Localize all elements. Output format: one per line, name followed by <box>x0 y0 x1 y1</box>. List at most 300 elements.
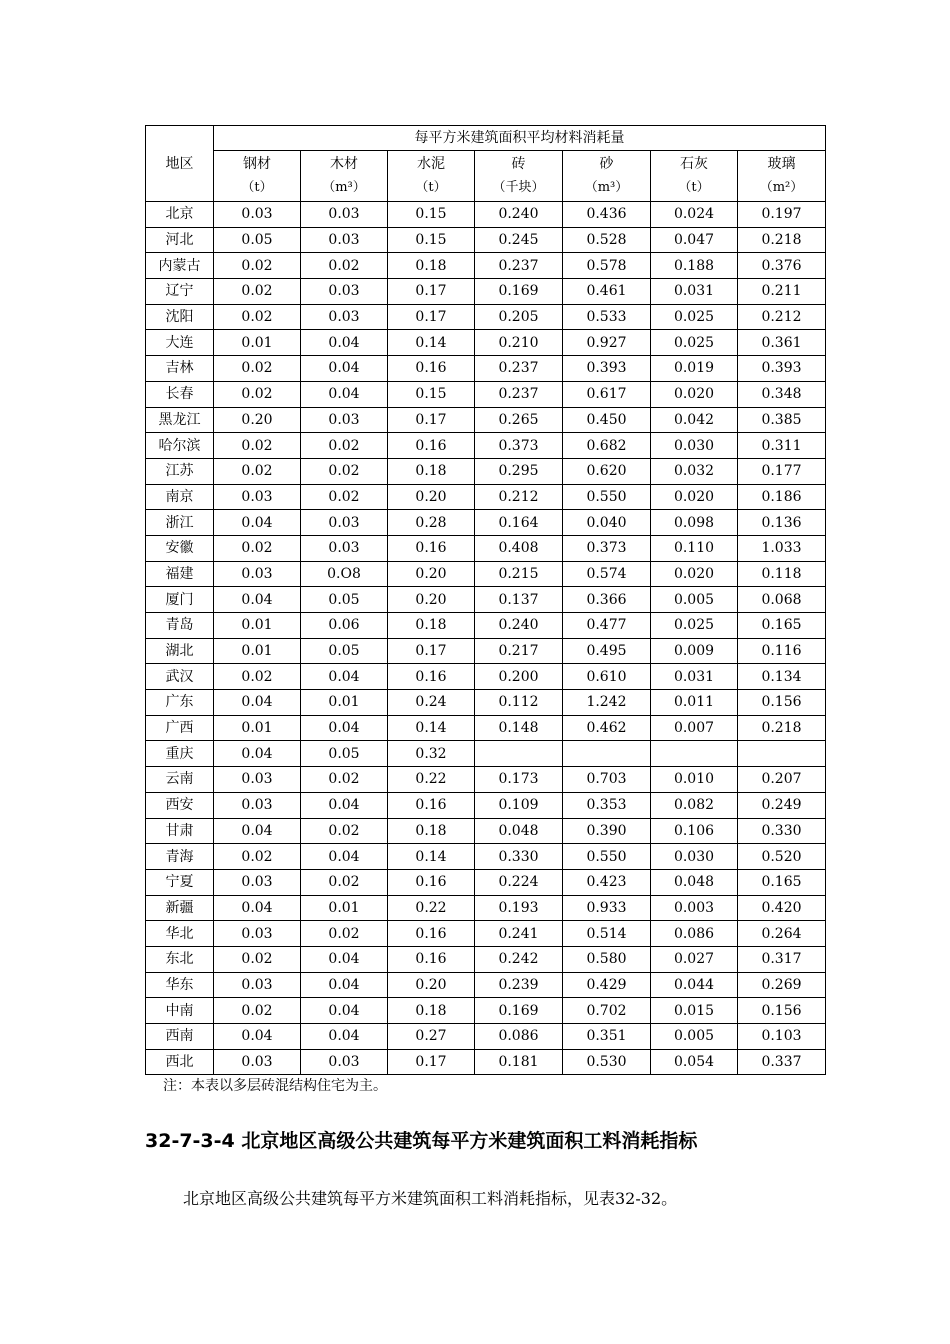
value-cell: 0.17 <box>388 638 475 664</box>
value-cell: 0.15 <box>388 227 475 253</box>
value-cell: 0.15 <box>388 202 475 228</box>
value-cell: 0.106 <box>651 818 738 844</box>
value-cell: 0.03 <box>214 921 301 947</box>
value-cell: 0.164 <box>475 510 563 536</box>
value-cell: 0.200 <box>475 664 563 690</box>
value-cell <box>651 741 738 767</box>
value-cell: 0.186 <box>738 484 826 510</box>
value-cell: 0.20 <box>388 484 475 510</box>
value-cell: 0.530 <box>563 1049 651 1075</box>
value-cell: 0.610 <box>563 664 651 690</box>
table-row <box>146 330 826 356</box>
value-cell: 0.01 <box>214 613 301 639</box>
column-header <box>738 151 826 202</box>
value-cell: 0.18 <box>388 253 475 279</box>
value-cell: 0.04 <box>301 715 388 741</box>
value-cell: 0.295 <box>475 458 563 484</box>
value-cell: 0.376 <box>738 253 826 279</box>
value-cell: 0.933 <box>563 895 651 921</box>
column-name: 水泥 <box>417 156 445 172</box>
value-cell: 0.211 <box>738 279 826 305</box>
value-cell: 0.007 <box>651 715 738 741</box>
value-cell: 0.02 <box>214 433 301 459</box>
value-cell: 0.169 <box>475 998 563 1024</box>
value-cell: 0.009 <box>651 638 738 664</box>
value-cell: 0.03 <box>214 202 301 228</box>
value-cell: 0.205 <box>475 304 563 330</box>
value-cell: 0.269 <box>738 972 826 998</box>
value-cell: 0.02 <box>301 869 388 895</box>
value-cell: 0.165 <box>738 613 826 639</box>
value-cell: 0.030 <box>651 844 738 870</box>
value-cell: 0.16 <box>388 921 475 947</box>
value-cell: 0.02 <box>301 484 388 510</box>
value-cell: 0.086 <box>475 1024 563 1050</box>
value-cell: 0.027 <box>651 946 738 972</box>
value-cell: 0.03 <box>301 304 388 330</box>
value-cell: 0.16 <box>388 792 475 818</box>
value-cell: 0.528 <box>563 227 651 253</box>
value-cell: 0.18 <box>388 613 475 639</box>
value-cell: 0.048 <box>475 818 563 844</box>
value-cell: 0.010 <box>651 767 738 793</box>
section-heading: 32-7-3-4 北京地区高级公共建筑每平方米建筑面积工料消耗指标 <box>145 1130 698 1152</box>
region-cell: 青海 <box>146 844 214 870</box>
value-cell: 0.477 <box>563 613 651 639</box>
value-cell: 0.420 <box>738 895 826 921</box>
value-cell: 0.16 <box>388 433 475 459</box>
value-cell: 0.436 <box>563 202 651 228</box>
region-cell: 江苏 <box>146 458 214 484</box>
value-cell: 0.005 <box>651 587 738 613</box>
value-cell: 0.18 <box>388 998 475 1024</box>
value-cell: 0.116 <box>738 638 826 664</box>
column-header <box>301 151 388 202</box>
value-cell: 0.14 <box>388 715 475 741</box>
value-cell: 0.04 <box>214 690 301 716</box>
value-cell: 0.22 <box>388 895 475 921</box>
value-cell: 0.03 <box>301 535 388 561</box>
value-cell: 0.05 <box>214 227 301 253</box>
value-cell: 0.218 <box>738 715 826 741</box>
value-cell: 0.15 <box>388 381 475 407</box>
table-row <box>146 638 826 664</box>
value-cell: 0.04 <box>301 972 388 998</box>
value-cell: 0.682 <box>563 433 651 459</box>
region-cell: 武汉 <box>146 664 214 690</box>
value-cell: 0.019 <box>651 356 738 382</box>
value-cell: 0.702 <box>563 998 651 1024</box>
value-cell: 0.550 <box>563 844 651 870</box>
value-cell: 0.04 <box>214 741 301 767</box>
value-cell: 0.218 <box>738 227 826 253</box>
value-cell: 0.237 <box>475 356 563 382</box>
value-cell: 0.01 <box>214 715 301 741</box>
value-cell: 0.03 <box>301 510 388 536</box>
value-cell: 0.136 <box>738 510 826 536</box>
value-cell: 0.169 <box>475 279 563 305</box>
value-cell: 0.03 <box>214 767 301 793</box>
value-cell: 0.17 <box>388 304 475 330</box>
value-cell: 0.366 <box>563 587 651 613</box>
region-cell: 黑龙江 <box>146 407 214 433</box>
value-cell: 0.181 <box>475 1049 563 1075</box>
region-cell: 广西 <box>146 715 214 741</box>
table-row <box>146 1049 826 1075</box>
value-cell: 0.197 <box>738 202 826 228</box>
region-cell: 北京 <box>146 202 214 228</box>
region-cell: 厦门 <box>146 587 214 613</box>
table-row <box>146 253 826 279</box>
column-header <box>563 151 651 202</box>
value-cell: 0.16 <box>388 946 475 972</box>
value-cell: 0.04 <box>301 998 388 1024</box>
column-name: 木材 <box>330 156 358 172</box>
region-cell: 青岛 <box>146 613 214 639</box>
value-cell: 0.04 <box>301 946 388 972</box>
value-cell: 0.17 <box>388 1049 475 1075</box>
value-cell: 0.020 <box>651 381 738 407</box>
region-cell: 内蒙古 <box>146 253 214 279</box>
value-cell: 0.01 <box>214 638 301 664</box>
value-cell: 0.05 <box>301 638 388 664</box>
value-cell: 0.048 <box>651 869 738 895</box>
table-row <box>146 356 826 382</box>
value-cell: 0.520 <box>738 844 826 870</box>
value-cell: 0.385 <box>738 407 826 433</box>
table-row <box>146 664 826 690</box>
value-cell: 0.351 <box>563 1024 651 1050</box>
value-cell: 0.429 <box>563 972 651 998</box>
value-cell: 0.04 <box>214 587 301 613</box>
value-cell: 0.217 <box>475 638 563 664</box>
value-cell: 0.03 <box>301 279 388 305</box>
value-cell: 0.353 <box>563 792 651 818</box>
table-row <box>146 741 826 767</box>
value-cell: 0.423 <box>563 869 651 895</box>
column-unit: （t） <box>678 180 710 195</box>
value-cell: 0.047 <box>651 227 738 253</box>
value-cell: 0.212 <box>475 484 563 510</box>
value-cell: 0.617 <box>563 381 651 407</box>
value-cell: 0.580 <box>563 946 651 972</box>
region-cell: 西北 <box>146 1049 214 1075</box>
value-cell: 0.927 <box>563 330 651 356</box>
value-cell: 0.02 <box>301 433 388 459</box>
column-name: 钢材 <box>243 156 271 172</box>
region-cell: 福建 <box>146 561 214 587</box>
value-cell: 0.373 <box>475 433 563 459</box>
region-cell: 辽宁 <box>146 279 214 305</box>
value-cell: 0.025 <box>651 330 738 356</box>
value-cell: 0.04 <box>214 895 301 921</box>
value-cell: 0.210 <box>475 330 563 356</box>
value-cell: 0.02 <box>214 279 301 305</box>
value-cell: 0.148 <box>475 715 563 741</box>
value-cell: 0.193 <box>475 895 563 921</box>
column-header-row <box>146 151 826 202</box>
value-cell: 0.031 <box>651 279 738 305</box>
value-cell: 0.156 <box>738 998 826 1024</box>
value-cell: 0.24 <box>388 690 475 716</box>
value-cell: 0.02 <box>214 998 301 1024</box>
value-cell: 0.703 <box>563 767 651 793</box>
value-cell: 0.O8 <box>301 561 388 587</box>
value-cell: 0.118 <box>738 561 826 587</box>
column-unit: （千块） <box>492 180 545 195</box>
value-cell: 0.207 <box>738 767 826 793</box>
value-cell: 0.20 <box>214 407 301 433</box>
value-cell: 0.20 <box>388 972 475 998</box>
value-cell: 0.240 <box>475 613 563 639</box>
value-cell: 0.348 <box>738 381 826 407</box>
column-unit: （m³） <box>584 180 629 195</box>
column-name: 砂 <box>599 156 614 172</box>
value-cell: 0.16 <box>388 356 475 382</box>
value-cell: 0.03 <box>301 202 388 228</box>
table-body <box>146 202 826 1075</box>
value-cell: 0.156 <box>738 690 826 716</box>
value-cell: 0.04 <box>214 1024 301 1050</box>
value-cell: 0.408 <box>475 535 563 561</box>
value-cell: 0.330 <box>738 818 826 844</box>
value-cell: 0.020 <box>651 484 738 510</box>
region-cell: 东北 <box>146 946 214 972</box>
region-cell: 重庆 <box>146 741 214 767</box>
region-cell: 甘肃 <box>146 818 214 844</box>
table-row <box>146 998 826 1024</box>
table-row <box>146 202 826 228</box>
value-cell: 0.031 <box>651 664 738 690</box>
value-cell: 0.17 <box>388 279 475 305</box>
table-row <box>146 381 826 407</box>
value-cell: 0.02 <box>301 921 388 947</box>
value-cell: 0.16 <box>388 869 475 895</box>
value-cell: 0.28 <box>388 510 475 536</box>
region-cell: 长春 <box>146 381 214 407</box>
table-row <box>146 227 826 253</box>
value-cell: 0.042 <box>651 407 738 433</box>
value-cell: 0.03 <box>214 869 301 895</box>
value-cell: 0.03 <box>214 792 301 818</box>
value-cell: 0.462 <box>563 715 651 741</box>
table-row <box>146 1024 826 1050</box>
value-cell: 0.237 <box>475 253 563 279</box>
value-cell: 0.02 <box>214 381 301 407</box>
region-cell: 中南 <box>146 998 214 1024</box>
column-header <box>475 151 563 202</box>
value-cell: 0.495 <box>563 638 651 664</box>
value-cell: 0.14 <box>388 844 475 870</box>
value-cell: 0.18 <box>388 818 475 844</box>
column-name: 石灰 <box>680 156 708 172</box>
value-cell: 0.330 <box>475 844 563 870</box>
value-cell <box>738 741 826 767</box>
table-row <box>146 946 826 972</box>
value-cell: 0.14 <box>388 330 475 356</box>
value-cell: 0.137 <box>475 587 563 613</box>
value-cell: 0.032 <box>651 458 738 484</box>
table-row <box>146 767 826 793</box>
value-cell: 0.04 <box>301 1024 388 1050</box>
value-cell: 0.025 <box>651 304 738 330</box>
region-cell: 湖北 <box>146 638 214 664</box>
region-cell: 华东 <box>146 972 214 998</box>
value-cell: 0.054 <box>651 1049 738 1075</box>
value-cell: 0.04 <box>301 330 388 356</box>
table-row <box>146 792 826 818</box>
table-row <box>146 921 826 947</box>
value-cell: 0.02 <box>214 946 301 972</box>
value-cell: 0.533 <box>563 304 651 330</box>
table-row <box>146 869 826 895</box>
value-cell: 0.068 <box>738 587 826 613</box>
value-cell: 0.01 <box>301 895 388 921</box>
value-cell: 0.03 <box>214 484 301 510</box>
value-cell: 0.20 <box>388 587 475 613</box>
value-cell: 0.337 <box>738 1049 826 1075</box>
table-note: 注：本表以多层砖混结构住宅为主。 <box>163 1078 387 1094</box>
value-cell: 0.03 <box>214 1049 301 1075</box>
value-cell: 0.264 <box>738 921 826 947</box>
value-cell: 0.025 <box>651 613 738 639</box>
value-cell: 0.177 <box>738 458 826 484</box>
table-row <box>146 407 826 433</box>
value-cell: 0.450 <box>563 407 651 433</box>
column-header <box>214 151 301 202</box>
value-cell: 0.27 <box>388 1024 475 1050</box>
value-cell: 0.05 <box>301 587 388 613</box>
region-cell: 河北 <box>146 227 214 253</box>
value-cell: 0.030 <box>651 433 738 459</box>
value-cell: 0.04 <box>214 818 301 844</box>
group-header: 每平方米建筑面积平均材料消耗量 <box>214 126 826 151</box>
region-cell: 南京 <box>146 484 214 510</box>
value-cell: 0.024 <box>651 202 738 228</box>
value-cell: 0.16 <box>388 535 475 561</box>
value-cell: 0.011 <box>651 690 738 716</box>
value-cell: 0.086 <box>651 921 738 947</box>
value-cell: 0.03 <box>214 972 301 998</box>
region-header: 地区 <box>146 126 214 202</box>
value-cell: 0.242 <box>475 946 563 972</box>
region-cell: 西南 <box>146 1024 214 1050</box>
value-cell: 0.265 <box>475 407 563 433</box>
value-cell: 0.317 <box>738 946 826 972</box>
value-cell: 0.311 <box>738 433 826 459</box>
table-row <box>146 561 826 587</box>
region-cell: 云南 <box>146 767 214 793</box>
value-cell: 0.188 <box>651 253 738 279</box>
value-cell: 0.05 <box>301 741 388 767</box>
table-row <box>146 844 826 870</box>
table-row <box>146 304 826 330</box>
table-row <box>146 895 826 921</box>
value-cell: 0.02 <box>214 844 301 870</box>
value-cell: 0.20 <box>388 561 475 587</box>
column-unit: （t） <box>415 180 447 195</box>
value-cell: 0.03 <box>214 561 301 587</box>
table-row <box>146 690 826 716</box>
region-cell: 华北 <box>146 921 214 947</box>
table-row <box>146 279 826 305</box>
region-cell: 广东 <box>146 690 214 716</box>
value-cell: 0.361 <box>738 330 826 356</box>
value-cell: 0.215 <box>475 561 563 587</box>
value-cell: 0.373 <box>563 535 651 561</box>
value-cell: 0.005 <box>651 1024 738 1050</box>
value-cell: 0.237 <box>475 381 563 407</box>
value-cell: 0.112 <box>475 690 563 716</box>
value-cell: 0.461 <box>563 279 651 305</box>
value-cell: 0.393 <box>563 356 651 382</box>
value-cell: 0.02 <box>301 253 388 279</box>
value-cell: 0.16 <box>388 664 475 690</box>
value-cell: 0.241 <box>475 921 563 947</box>
value-cell: 0.02 <box>214 535 301 561</box>
region-cell: 安徽 <box>146 535 214 561</box>
value-cell: 0.098 <box>651 510 738 536</box>
value-cell: 0.03 <box>301 227 388 253</box>
value-cell: 0.578 <box>563 253 651 279</box>
value-cell: 0.02 <box>214 458 301 484</box>
table-header-row <box>146 126 826 151</box>
value-cell: 0.165 <box>738 869 826 895</box>
value-cell: 0.03 <box>301 1049 388 1075</box>
region-cell: 西安 <box>146 792 214 818</box>
value-cell: 0.390 <box>563 818 651 844</box>
value-cell: 0.02 <box>214 664 301 690</box>
table-row <box>146 510 826 536</box>
value-cell: 0.245 <box>475 227 563 253</box>
region-cell: 大连 <box>146 330 214 356</box>
value-cell: 0.03 <box>301 407 388 433</box>
value-cell: 0.003 <box>651 895 738 921</box>
material-consumption-table <box>145 125 826 1075</box>
column-header <box>388 151 475 202</box>
value-cell: 0.224 <box>475 869 563 895</box>
value-cell: 0.04 <box>214 510 301 536</box>
value-cell <box>563 741 651 767</box>
column-unit: （m³） <box>322 180 366 195</box>
column-header <box>651 151 738 202</box>
table-row <box>146 613 826 639</box>
body-paragraph: 北京地区高级公共建筑每平方米建筑面积工料消耗指标，见表32-32。 <box>183 1189 678 1208</box>
table-row <box>146 715 826 741</box>
value-cell: 0.044 <box>651 972 738 998</box>
table-row <box>146 458 826 484</box>
table-row <box>146 587 826 613</box>
value-cell <box>475 741 563 767</box>
value-cell: 0.18 <box>388 458 475 484</box>
value-cell: 0.574 <box>563 561 651 587</box>
value-cell: 0.514 <box>563 921 651 947</box>
region-cell: 沈阳 <box>146 304 214 330</box>
region-cell: 吉林 <box>146 356 214 382</box>
table-row <box>146 484 826 510</box>
value-cell: 0.02 <box>301 818 388 844</box>
value-cell: 0.082 <box>651 792 738 818</box>
value-cell: 0.04 <box>301 356 388 382</box>
value-cell: 0.212 <box>738 304 826 330</box>
value-cell: 0.22 <box>388 767 475 793</box>
region-cell: 新疆 <box>146 895 214 921</box>
column-name: 玻璃 <box>767 156 796 172</box>
value-cell: 0.04 <box>301 381 388 407</box>
value-cell: 0.240 <box>475 202 563 228</box>
value-cell: 0.01 <box>301 690 388 716</box>
value-cell: 0.02 <box>214 304 301 330</box>
